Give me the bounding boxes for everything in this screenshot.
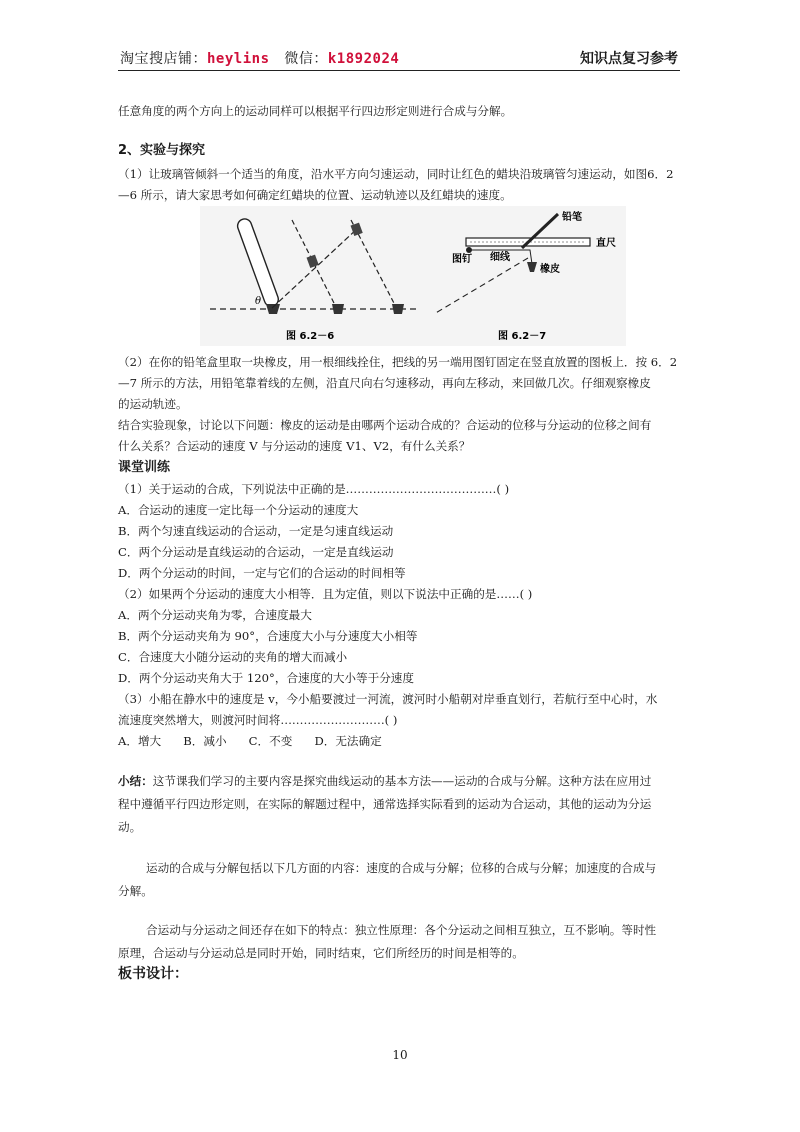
question-2-option-c: C．合速度大小随分运动的夹角的增大而减小 <box>118 650 348 664</box>
eraser-trajectory <box>434 258 528 314</box>
question-1-option-a: A．合运动的速度一定比每一个分运动的速度大 <box>118 503 359 517</box>
wax-block-middle <box>307 255 319 268</box>
label-pencil: 铅笔 <box>562 212 582 223</box>
summary-text: 这节课我们学习的主要内容是探究曲线运动的基本方法——运动的合成与分解。这种方法在应用过 <box>152 774 652 788</box>
summary-line: 动。 <box>118 820 142 834</box>
question-2-option-d: D．两个分运动夹角大于 120°，合速度的大小等于分速度 <box>118 671 414 685</box>
wax-block-start <box>266 304 280 314</box>
question-2: （2）如果两个分运动的速度大小相等．且为定值，则以下说法中正确的是……( ) <box>118 587 533 601</box>
section-heading-training: 课堂训练 <box>118 460 171 475</box>
experiment-figure <box>200 206 626 346</box>
figure-caption-6-2-6: 图 6.2－6 <box>286 331 335 342</box>
summary-paragraph-2-cont: 分解。 <box>118 884 153 898</box>
summary-line <box>118 773 651 789</box>
question-2-option-b: B．两个分运动夹角为 90°，合速度大小与分速度大小相等 <box>118 629 418 643</box>
label-ruler: 直尺 <box>596 238 616 249</box>
question-1-option-d: D．两个分运动的时间，一定与它们的合运动的时间相等 <box>118 566 406 580</box>
tube-base-marker <box>332 304 344 314</box>
label-thread: 细线 <box>490 252 510 263</box>
page-number: 10 <box>392 1048 408 1062</box>
question-3-options: A．增大 B．减小 C．不变 D．无法确定 <box>118 734 382 748</box>
eraser-marker <box>527 262 537 272</box>
tube-base-marker <box>392 304 404 314</box>
figure-6-2-7 <box>434 210 616 342</box>
summary-paragraph-3-cont: 原理，合运动与分运动总是同时开始，同时结束，它们所经历的时间是相等的。 <box>118 946 524 960</box>
question-1-option-c: C．两个分运动是直线运动的合运动，一定是直线运动 <box>118 545 394 559</box>
label-pin: 图钉 <box>452 254 472 265</box>
page-header <box>118 44 680 71</box>
question-2-option-a: A．两个分运动夹角为零，合速度最大 <box>118 608 312 622</box>
question-1-option-b: B．两个匀速直线运动的合运动，一定是匀速直线运动 <box>118 524 394 538</box>
board-design-heading: 板书设计： <box>118 966 188 982</box>
theta-label: θ <box>255 296 262 307</box>
section-heading-experiment: 2、实验与探究 <box>118 143 206 158</box>
paragraph-line: 什么关系？合运动的速度 V 与分运动的速度 V1、V2，有什么关系？ <box>118 439 471 453</box>
paragraph-line: —6 所示，请大家思考如何确定红蜡块的位置、运动轨迹以及红蜡块的速度。 <box>118 188 512 202</box>
paragraph-line: —7 所示的方法，用铅笔靠着线的左侧，沿直尺向右匀速移动，再向左移动，来回做几次。仔细观察橡皮 <box>118 376 651 390</box>
paragraph-line: 结合实验现象，讨论以下问题：橡皮的运动是由哪两个运动合成的？合运动的位移与分运动的位移之间有 <box>118 418 652 432</box>
figure-caption-6-2-7: 图 6.2－7 <box>498 331 547 342</box>
intro-line: 任意角度的两个方向上的运动同样可以根据平行四边形定则进行合成与分解。 <box>118 104 513 118</box>
summary-paragraph-3: 合运动与分运动之间还存在如下的特点：独立性原理：各个分运动之间相互独立，互不影响。等时性 <box>146 923 657 937</box>
question-3: （3）小船在静水中的速度是 v，今小船要渡过一河流，渡河时小船朝对岸垂直划行，若航行至中心时，水 <box>118 692 658 706</box>
header-title: 知识点复习参考 <box>580 51 678 67</box>
paragraph-line: 的运动轨迹。 <box>118 397 188 411</box>
summary-paragraph-2: 运动的合成与分解包括以下几方面的内容：速度的合成与分解；位移的合成与分解；加速度的合成与 <box>146 861 657 875</box>
wechat-id: k1892024 <box>327 51 400 67</box>
glass-tube <box>236 217 281 308</box>
shop-label: 淘宝搜店铺： <box>120 51 207 67</box>
paragraph-line: （1）让玻璃管倾斜一个适当的角度，沿水平方向匀速运动，同时让红色的蜡块沿玻璃管匀速运动，如图6．2 <box>118 167 674 181</box>
experiment-figure-svg <box>200 206 626 346</box>
summary-line: 程中遵循平行四边形定则，在实际的解题过程中，通常选择实际看到的运动为合运动，其他的运动为分运 <box>118 797 652 811</box>
figure-6-2-6 <box>210 217 418 342</box>
shop-name: heylins <box>207 51 270 67</box>
glass-tube-body <box>236 217 281 308</box>
label-eraser: 橡皮 <box>540 264 560 275</box>
wechat-label: 微信： <box>284 51 328 67</box>
summary-label: 小结： <box>118 774 153 788</box>
wax-trajectory-line <box>272 228 358 308</box>
header-shop-info <box>120 48 399 68</box>
question-3-cont: 流速度突然增大，则渡河时间将………………………( ) <box>118 713 398 727</box>
question-1: （1）关于运动的合成，下列说法中正确的是…………………………………( ) <box>118 482 510 496</box>
paragraph-line: （2）在你的铅笔盒里取一块橡皮，用一根细线拴住，把线的另一端用图钉固定在竖直放置的图板上．按 6．2 <box>118 355 678 369</box>
